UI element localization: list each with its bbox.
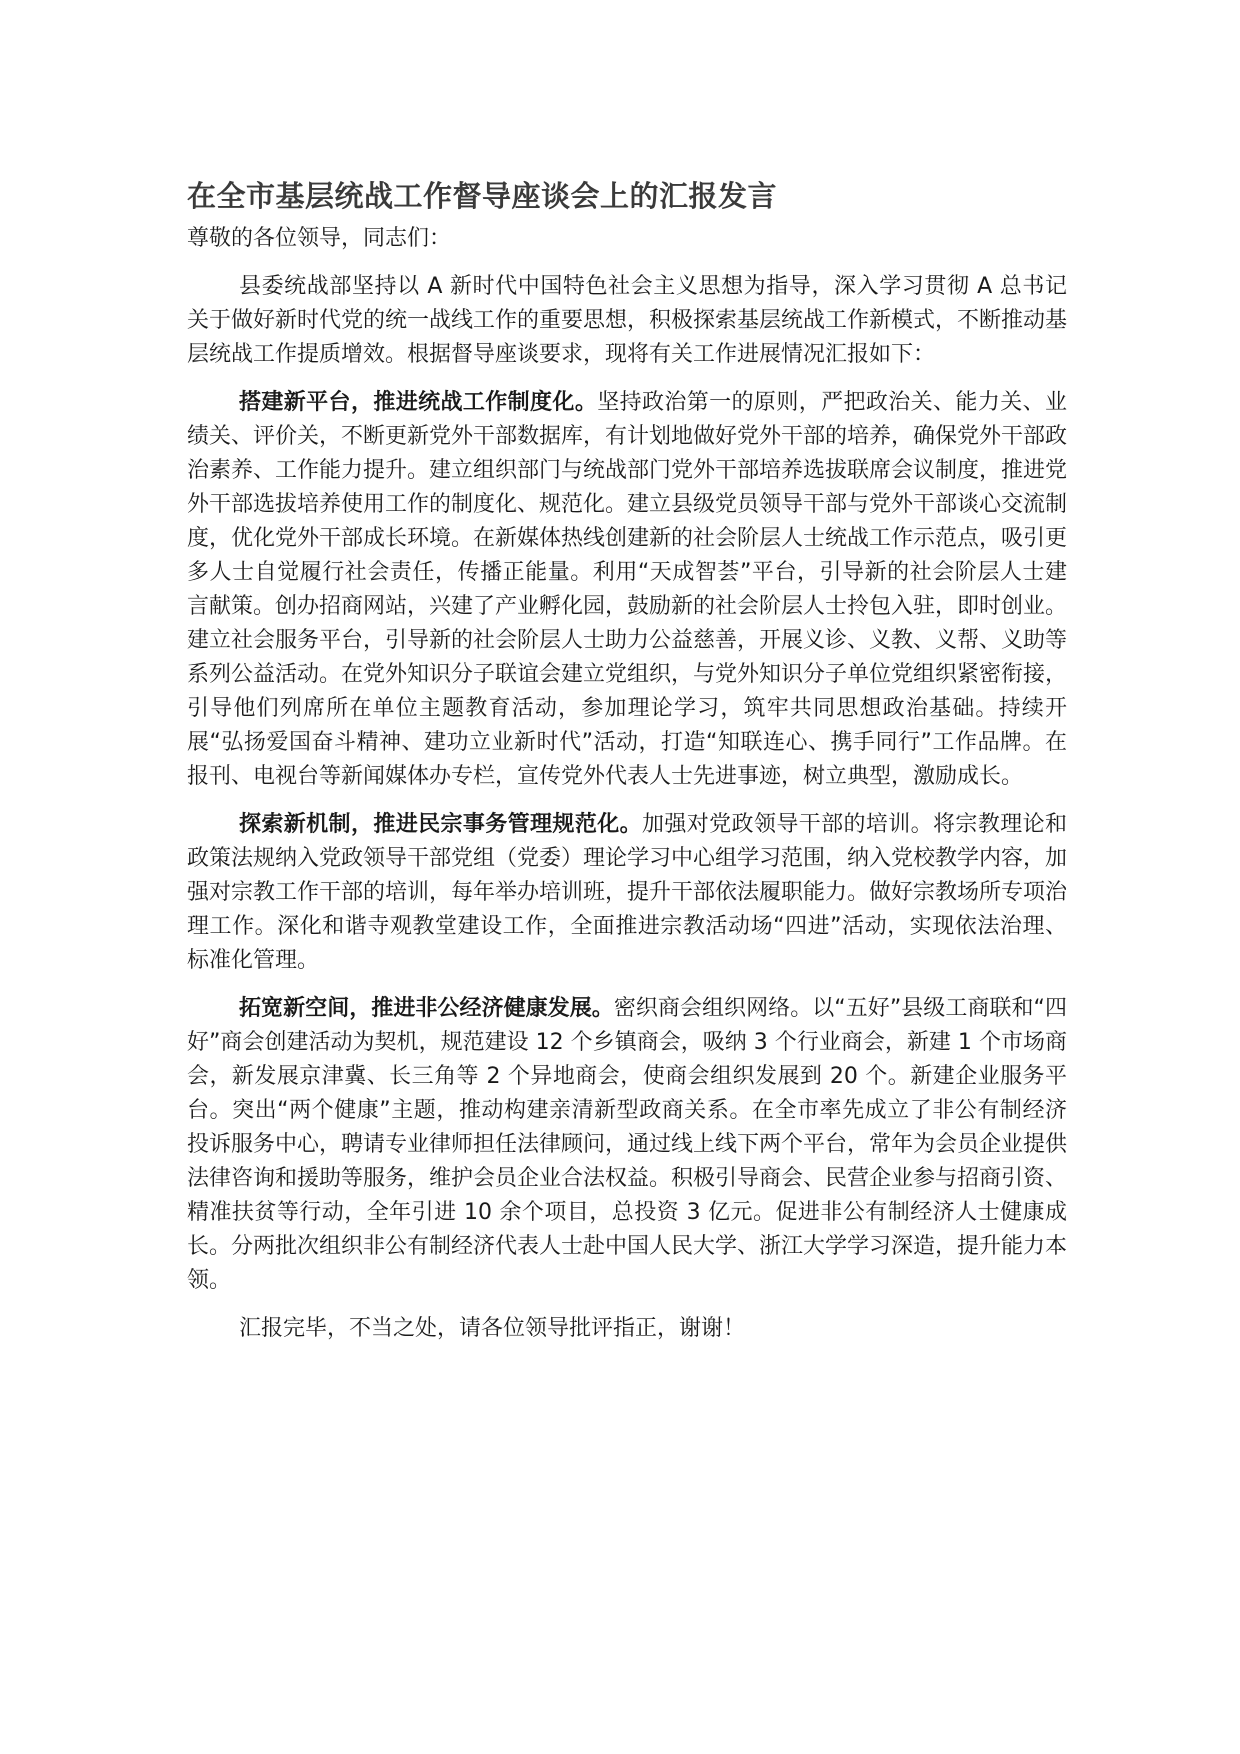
closing-paragraph: 汇报完毕，不当之处，请各位领导批评指正，谢谢！: [239, 1316, 746, 1341]
intro-paragraph: 县委统战部坚持以 A 新时代中国特色社会主义思想为指导，深入学习贯彻 A 总书记关于做好新时代党的统一战线工作的重要思想，积极探索基层统战工作新模式，不断推动基层统战工作提质增效。根据督导座谈要求，现将有关工作进展情况汇报如下：: [187, 274, 1068, 367]
section-body: 加强对党政领导干部的培训。将宗教理论和政策法规纳入党政领导干部党组（党委）理论学习中心组学习范围，纳入党校教学内容，加强对宗教工作干部的培训，每年举办培训班，提升干部依法履职能力。做好宗教场所专项治理工作。深化和谐寺观教堂建设工作，全面推进宗教活动场“四进”活动，实现依法治理、标准化管理。: [187, 812, 1068, 973]
section-paragraph-platform: [187, 386, 1067, 794]
section-heading: 探索新机制，推进民宗事务管理规范化。: [239, 812, 642, 837]
document-page: [187, 176, 1067, 1346]
section-heading: 搭建新平台，推进统战工作制度化。: [239, 390, 598, 415]
section-paragraph-space: [187, 992, 1067, 1298]
section-body: 密织商会组织网络。以“五好”县级工商联和“四好”商会创建活动为契机，规范建设 12 个乡镇商会，吸纳 3 个行业商会，新建 1 个市场商会，新发展京津冀、长三角等 2 个异地商会，使商会组织发展到 20 个。新建企业服务平台。突出“两个健康”主题，推动构建亲清新型政商关系。在全市率先成立了非公有制经济投诉服务中心，聘请专业律师担任法律顾问，通过线上线下两个平台，常年为会员企业提供法律咨询和援助等服务，维护会员企业合法权益。积极引导商会、民营企业参与招商引资、精准扶贫等行动，全年引进 10 余个项目，总投资 3 亿元。促进非公有制经济人士健康成长。分两批次组织非公有制经济代表人士赴中国人民大学、浙江大学学习深造，提升能力本领。: [187, 996, 1068, 1293]
section-paragraph-mechanism: [187, 808, 1067, 978]
salutation: 尊敬的各位领导，同志们：: [187, 226, 452, 251]
section-heading: 拓宽新空间，推进非公经济健康发展。: [239, 996, 614, 1021]
section-body: 坚持政治第一的原则，严把政治关、能力关、业绩关、评价关，不断更新党外干部数据库，有计划地做好党外干部的培养，确保党外干部政治素养、工作能力提升。建立组织部门与统战部门党外干部培养选拔联席会议制度，推进党外干部选拔培养使用工作的制度化、规范化。建立县级党员领导干部与党外干部谈心交流制度，优化党外干部成长环境。在新媒体热线创建新的社会阶层人士统战工作示范点，吸引更多人士自觉履行社会责任，传播正能量。利用“天成智荟”平台，引导新的社会阶层人士建言献策。创办招商网站，兴建了产业孵化园，鼓励新的社会阶层人士拎包入驻，即时创业。建立社会服务平台，引导新的社会阶层人士助力公益慈善，开展义诊、义教、义帮、义助等系列公益活动。在党外知识分子联谊会建立党组织，与党外知识分子单位党组织紧密衔接，引导他们列席所在单位主题教育活动，参加理论学习，筑牢共同思想政治基础。持续开展“弘扬爱国奋斗精神、建功立业新时代”活动，打造“知联连心、携手同行”工作品牌。在报刊、电视台等新闻媒体办专栏，宣传党外代表人士先进事迹，树立典型，激励成长。: [187, 390, 1068, 789]
document-title: 在全市基层统战工作督导座谈会上的汇报发言: [187, 179, 778, 213]
